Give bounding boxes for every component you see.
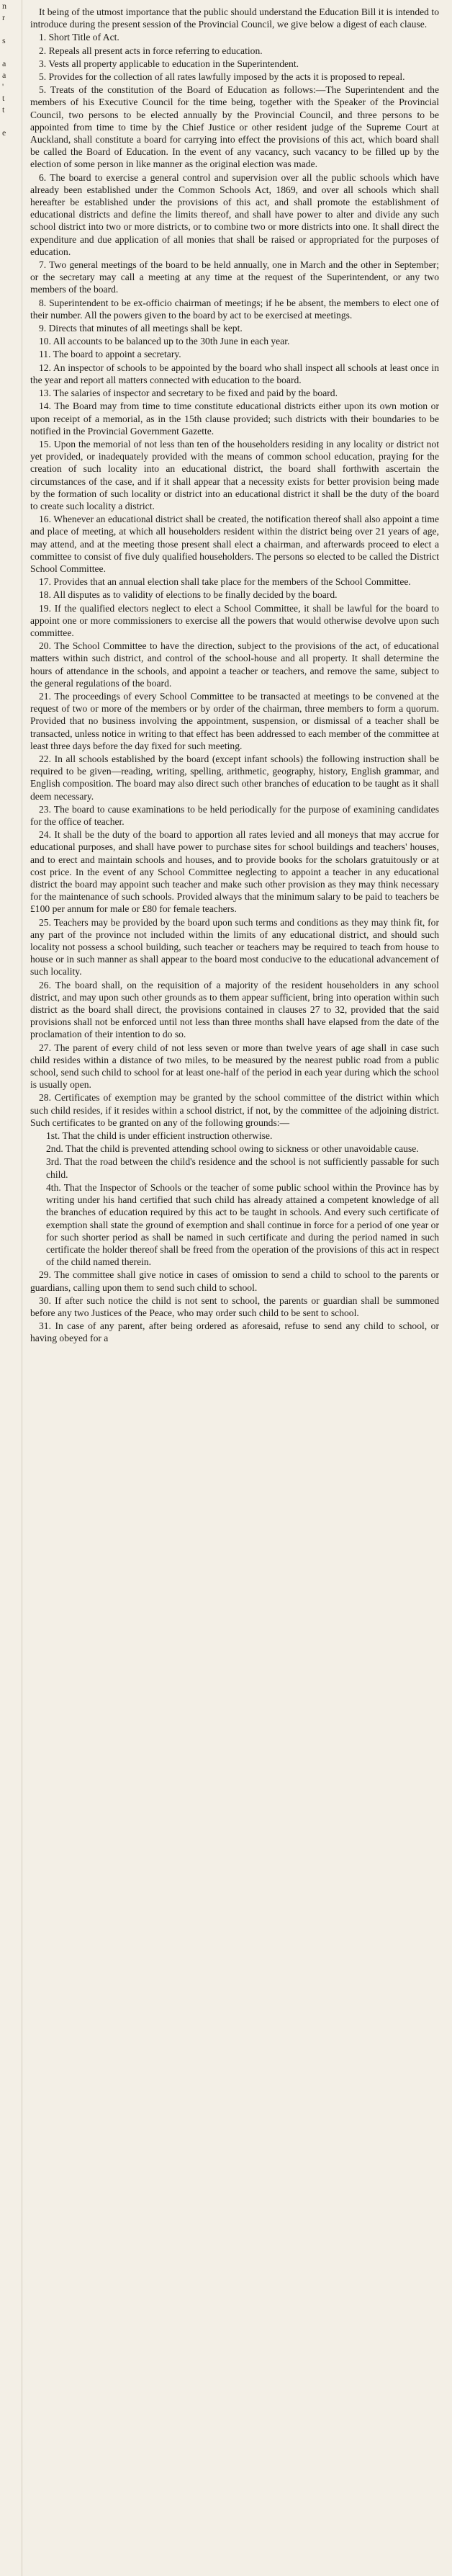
clause-paragraph: 22. In all schools established by the board (except infant schools) the following instruction shall be required to be given—reading, writing, spelling, arithmetic, geography, history, English grammar, and English composition. The board may also direct such other branches of education to be taught as it shall deem necessary. [30, 753, 439, 802]
margin-fragment: t [2, 104, 5, 115]
sub-clause: 3rd. That the road between the child's residence and the school is not sufficiently passable for such child. [46, 1156, 439, 1180]
sub-clause: 4th. That the Inspector of Schools or the teacher of some public school within the Province has by writing under his hand certified that such child has already attained a competent knowledge of all the branches of education required by this act to be taught in schools. And every such certificate of exemption shall state the ground of exemption and shall continue in force for a period of one year or for such shorter period as shall be named in such certificate and during the period named in such certificate the holder thereof shall be freed from the operation of the provisions of this act in respect of the child named therein. [46, 1181, 439, 1268]
margin-fragment: r [2, 12, 5, 22]
clause-paragraph: 1. Short Title of Act. [39, 32, 119, 43]
margin-fragment: s [2, 35, 6, 45]
clause-paragraph: 24. It shall be the duty of the board to apportion all rates levied and all moneys that may accrue for educational purposes, and shall have power to purchase sites for school buildings and teachers' houses, and to erect and maintain schools and houses, and to provide books for the scholars gratuitously or at cost price. In the event of any School Committee neglecting to appoint a teacher in any educational district the board may appoint such teacher and make such other provision as they may think necessary for the maintenance of such schools. Provided always that the minimum salary to be paid to teachers be £100 per annum for male or £80 for female teachers. [30, 829, 439, 915]
margin-fragment [2, 23, 21, 35]
clause-paragraph: 3. Vests all property applicable to education in the Superintendent. [39, 58, 299, 69]
clause-paragraph: 20. The School Committee to have the direction, subject to the provisions of the act, of educational matters within such district, and control of the school-house and all property. It shall determine the hours of attendance in the schools, and appoint a teacher or teachers, and remove the same, subject to the general regulations of the board. [30, 640, 439, 689]
clause-paragraph: 15. Upon the memorial of not less than ten of the householders residing in any locality or district not yet provided, or inadequately provided with the means of common school education, praying for the creation of such locality into an educational district, the board shall forthwith ascertain the circumstances of the case, and if it shall appear that a necessity exists for better provision being made by the formation of such locality or district into an educational district it shall be the duty of the board to create such locality a district. [30, 438, 439, 511]
clause-paragraph: 11. The board to appoint a secretary. [39, 349, 181, 360]
clause-paragraph: 9. Directs that minutes of all meetings shall be kept. [39, 323, 243, 334]
clause-paragraph: 12. An inspector of schools to be appointed by the board who shall inspect all schools at least once in the year and report all matters connected with education to the board. [30, 362, 439, 385]
clause-paragraph: 16. Whenever an educational district shall be created, the notification thereof shall also appoint a time and place of meeting, at which all householders resident within the district being over 21 years of age, may attend, and at the meeting those present shall elect a chairman, and afterwards proceed to elect a committee to consist of five duly qualified householders. The persons so elected to be called the District School Committee. [30, 514, 439, 574]
education-bill-article [30, 6, 439, 1345]
article-intro: It being of the utmost importance that the public should understand the Education Bill it is intended to introduce during the present session of the Provincial Council, we give below a digest of each clause. [30, 6, 439, 30]
left-margin-fragments [0, 0, 21, 158]
clause-paragraph: 30. If after such notice the child is not sent to school, the parents or guardian shall be summoned before any two Justices of the Peace, who may order such child to be sent to school. [30, 1294, 439, 1318]
clause-paragraph: 31. In case of any parent, after being ordered as aforesaid, refuse to send any child to school, or having obeyed for a [30, 1320, 439, 1344]
margin-fragment: a [2, 58, 6, 68]
margin-fragment: t [2, 93, 5, 103]
sub-clause: 1st. That the child is under efficient instruction otherwise. [46, 1130, 273, 1142]
margin-fragment [2, 46, 21, 58]
clause-paragraph: 5. Treats of the constitution of the Board of Education as follows:—The Superintendent and the members of his Executive Council for the time being, together with the Speaker of the Provincial Council, two persons to be elected annually by the Provincial Council, and three persons to be appointed from time to time by the Chief Justice or other resident judge of the Supreme Court at Auckland, shall constitute a board for carrying into effect the provisions of this act, which board shall be called the Board of Education. In the event of any vacancy, such vacancy to be filled up by the election of some person in like manner as the original election was made. [30, 84, 439, 170]
clause-paragraph: 26. The board shall, on the requisition of a majority of the resident householders in any school district, and may upon such other grounds as to them appear sufficient, bring into operation within such district as the board shall direct, the provisions contained in clauses 27 to 32, provided that the said provisions shall not be enforced until not less than three months shall have elapsed from the date of the proclamation of their intention to do so. [30, 979, 439, 1040]
margin-fragment: e [2, 128, 6, 138]
clause-paragraph: 28. Certificates of exemption may be granted by the school committee of the district within which such child resides, if it resides within a school district, if not, by the committee of the adjoining district. Such certificates to be granted on any of the following grounds:— [30, 1092, 439, 1128]
clause-paragraph: 5. Provides for the collection of all rates lawfully imposed by the acts it is proposed to repeal. [39, 71, 405, 83]
clause-paragraph: 7. Two general meetings of the board to be held annually, one in March and the other in September; or the secretary may call a meeting at any time at the request of the Superintendent, or any two members of the board. [30, 259, 439, 295]
margin-fragment: a [2, 70, 6, 80]
clause-paragraph: 25. Teachers may be provided by the board upon such terms and conditions as they may think fit, for any part of the province not included within the limits of any educational district, and should such locality not possess a school building, such teacher or teachers may be required to teach from house to house or in such manner as shall appear to the board most conducive to the educational advancement of such locality. [30, 916, 439, 978]
clause-paragraph: 10. All accounts to be balanced up to the 30th June in each year. [39, 336, 290, 347]
clause-paragraph: 23. The board to cause examinations to be held periodically for the purpose of examining candidates for the office of teacher. [30, 803, 439, 827]
sub-clause: 2nd. That the child is prevented attending school owing to sickness or other unavoidable cause. [46, 1143, 419, 1155]
margin-fragment: ' [2, 81, 4, 91]
clause-paragraph: 19. If the qualified electors neglect to elect a School Committee, it shall be lawful for the board to appoint one or more commissioners to exercise all the powers that would otherwise devolve upon such committee. [30, 602, 439, 638]
clause-paragraph: 21. The proceedings of every School Committee to be transacted at meetings to be convened at the request of two or more of the members or by order of the chairman, three members to form a quorum. Provided that no business involving the appointment, suspension, or dismissal of a teacher shall be transacted, unless notice in writing to that effect has been addressed to each member of the committee at least three days before the day fixed for such meeting. [30, 690, 439, 751]
clause-paragraph: 13. The salaries of inspector and secretary to be fixed and paid by the board. [39, 388, 338, 399]
margin-fragment: n [2, 1, 6, 11]
clause-paragraph: 2. Repeals all present acts in force referring to education. [39, 45, 263, 56]
clause-paragraph: 14. The Board may from time to time constitute educational districts either upon its own motion or upon receipt of a memorial, as in the 15th clause provided; such districts with their boundaries to be notified in the Provincial Government Gazette. [30, 401, 439, 437]
clause-paragraph: 18. All disputes as to validity of elections to be finally decided by the board. [39, 589, 338, 601]
clause-paragraph: 8. Superintendent to be ex-officio chairman of meetings; if he be absent, the members to elect one of their number. All the powers given to the board by act to be exercised at meetings. [30, 297, 439, 321]
clause-paragraph: 27. The parent of every child of not less seven or more than twelve years of age shall in case such child resides within a distance of two miles, to be measured by the nearest public road from a public school, send such child to school for at least one-half of the period in each year during which the school is usually open. [30, 1042, 439, 1091]
clause-paragraph: 29. The committee shall give notice in cases of omission to send a child to school to the parents or guardians, calling upon them to send such child to school. [30, 1269, 439, 1293]
margin-fragment [2, 115, 21, 127]
clause-paragraph: 6. The board to exercise a general control and supervision over all the public schools which have already been established under the Common Schools Act, 1869, and over all schools which shall hereafter be established under the provisions of this act, and shall promote the establishment of educational districts and define the limits thereof, and shall have power to alter and divide any such school district into two or more districts, or to combine two or more districts into one. It shall direct the expenditure and due application of all monies that shall be raised or appropriated for the purposes of education. [30, 171, 439, 257]
clause-paragraph: 17. Provides that an annual election shall take place for the members of the School Committee. [39, 576, 411, 588]
